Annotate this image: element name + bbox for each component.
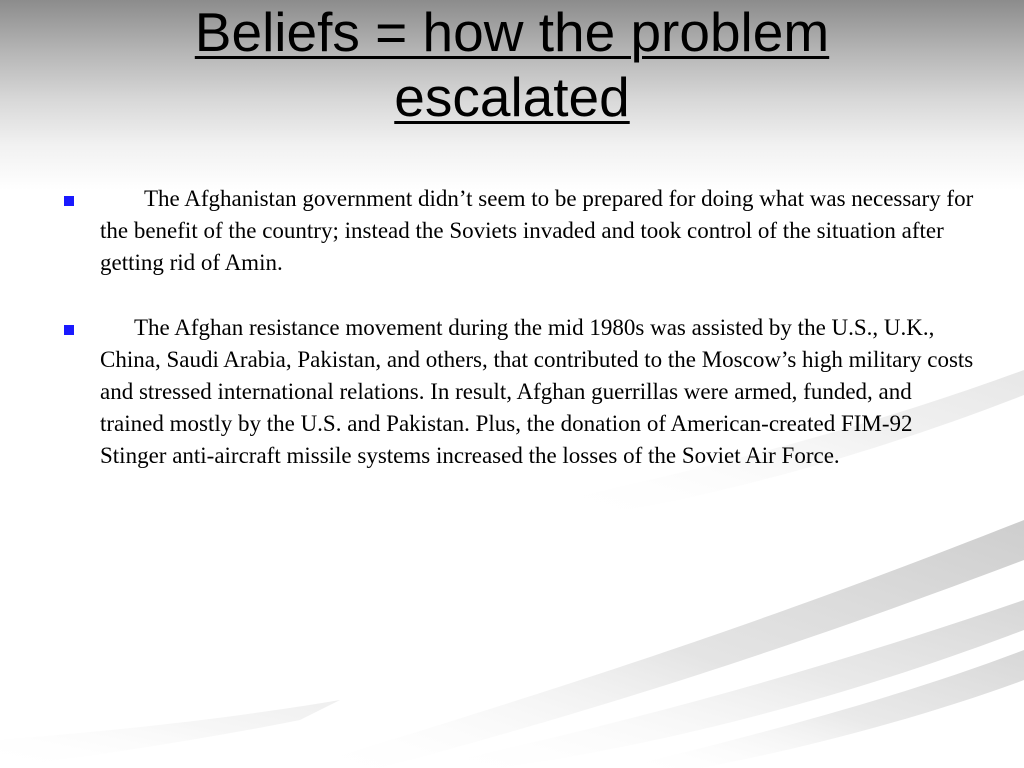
square-bullet-icon [64, 196, 74, 206]
bullet-text [100, 183, 980, 279]
slide-title [0, 0, 1024, 130]
bullet-item [0, 312, 1024, 504]
bullet-text [100, 312, 980, 472]
slide-title-line2: escalated [394, 66, 630, 128]
bullet-list [0, 183, 1024, 504]
bullet-text-content: The Afghan resistance movement during the mid 1980s was assisted by the U.S., U.K., China, Saudi Arabia, Pakistan, and others, that contributed to the Moscow’s high military costs and stressed international relations. In result, Afghan guerrillas were armed, funded, and trained mostly by the U.S. and Pakistan. Plus, the donation of American-created FIM-92 Stinger anti-aircraft missile systems increased the losses of the Soviet Air Force. [100, 315, 974, 468]
slide-title-line1: Beliefs = how the problem [194, 1, 830, 63]
bullet-item [0, 183, 1024, 279]
bullet-text-content: The Afghanistan government didn’t seem to be prepared for doing what was necessary for the benefit of the country; instead the Soviets invaded and took control of the situation after getting rid of Amin. [100, 186, 974, 275]
square-bullet-icon [64, 325, 74, 335]
